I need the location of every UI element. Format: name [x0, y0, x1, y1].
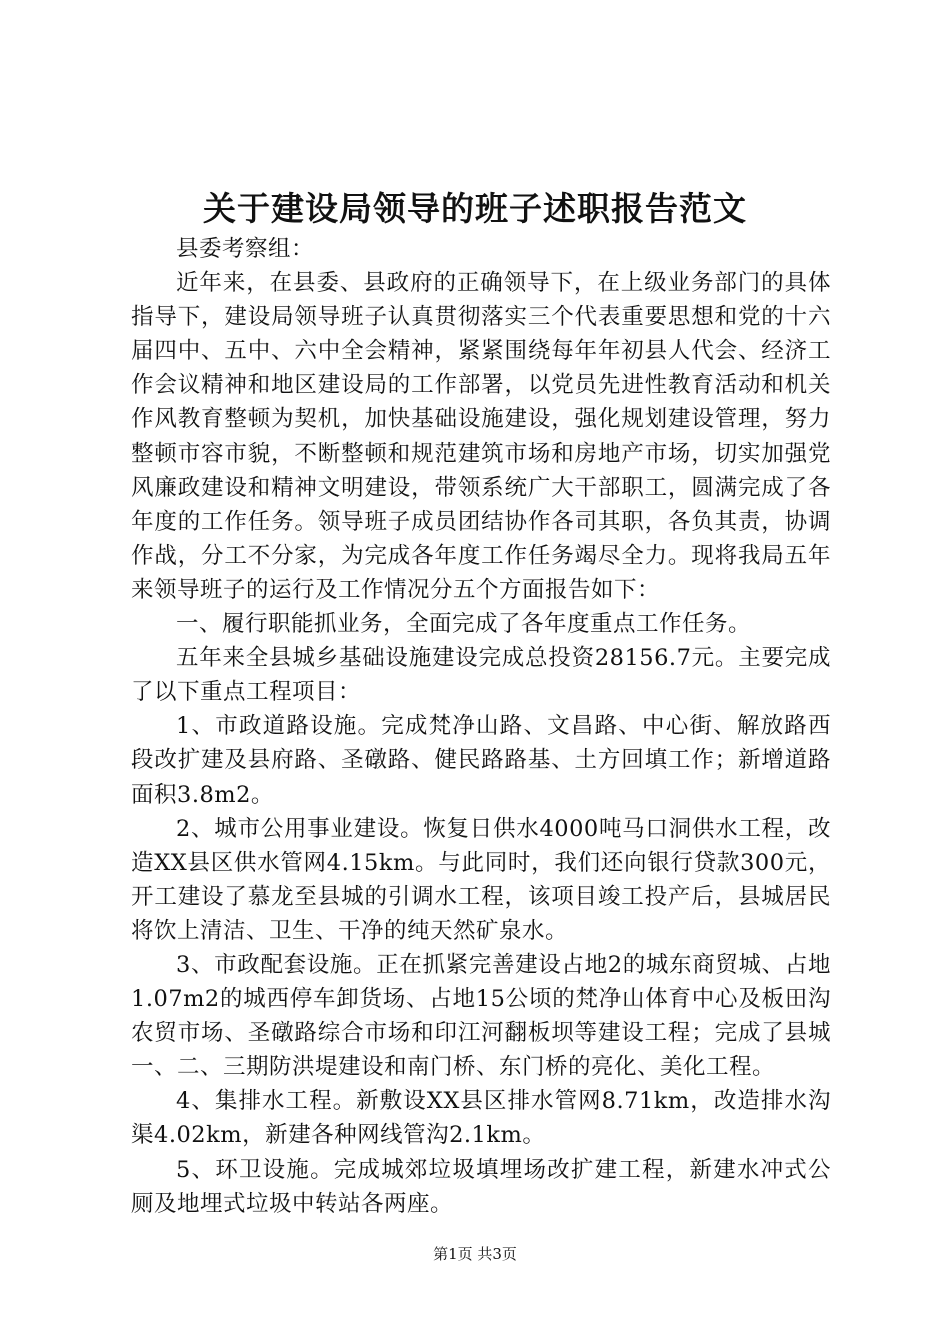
salutation: 县委考察组：	[176, 236, 315, 262]
paragraph-investment: 五年来全县城乡基础设施建设完成总投资28156.7元。主要完成了以下重点工程项目：	[131, 645, 831, 706]
paragraph-item-1: 1、市政道路设施。完成梵净山路、文昌路、中心街、解放路西段改扩建及县府路、圣礅路、健民路路基、土方回填工作；新增道路面积3.8m2。	[131, 713, 831, 808]
section-heading-1: 一、履行职能抓业务，全面完成了各年度重点工作任务。	[176, 611, 752, 638]
page-footer: 第1页 共3页	[433, 1245, 517, 1263]
paragraph-item-5: 5、环卫设施。完成城郊垃圾填埋场改扩建工程，新建水冲式公厕及地埋式垃圾中转站各两座。	[131, 1156, 831, 1217]
document-body	[131, 232, 831, 1221]
paragraph-intro: 近年来，在县委、县政府的正确领导下，在上级业务部门的具体指导下，建设局领导班子认真贯彻落实三个代表重要思想和党的十六届四中、五中、六中全会精神，紧紧围绕每年年初县人代会、经济工作会议精神和地区建设局的工作部署，以党员先进性教育活动和机关作风教育整顿为契机，加快基础设施建设，强化规划建设管理，努力整顿市容市貌，不断整顿和规范建筑市场和房地产市场，切实加强党风廉政建设和精神文明建设，带领系统广大干部职工，圆满完成了各年度的工作任务。领导班子成员团结协作各司其职，各负其责，协调作战，分工不分家，为完成各年度工作任务竭尽全力。现将我局五年来领导班子的运行及工作情况分五个方面报告如下：	[131, 270, 831, 603]
paragraph-item-4: 4、集排水工程。新敷设XX县区排水管网8.71km，改造排水沟渠4.02km，新建各种网线管沟2.1km。	[131, 1088, 831, 1149]
document-title: 关于建设局领导的班子述职报告范文	[203, 189, 747, 228]
paragraph-item-3: 3、市政配套设施。正在抓紧完善建设占地2的城东商贸城、占地1.07m2的城西停车卸货场、占地15公顷的梵净山体育中心及板田沟农贸市场、圣礅路综合市场和印江河翻板坝等建设工程；完成了县城一、二、三期防洪堤建设和南门桥、东门桥的亮化、美化工程。	[131, 951, 831, 1081]
paragraph-item-2: 2、城市公用事业建设。恢复日供水4000吨马口洞供水工程，改造XX县区供水管网4.15km。与此同时，我们还向银行贷款300元，开工建设了慕龙至县城的引调水工程，该项目竣工投产后，县城居民将饮上清洁、卫生、干净的纯天然矿泉水。	[131, 815, 831, 944]
